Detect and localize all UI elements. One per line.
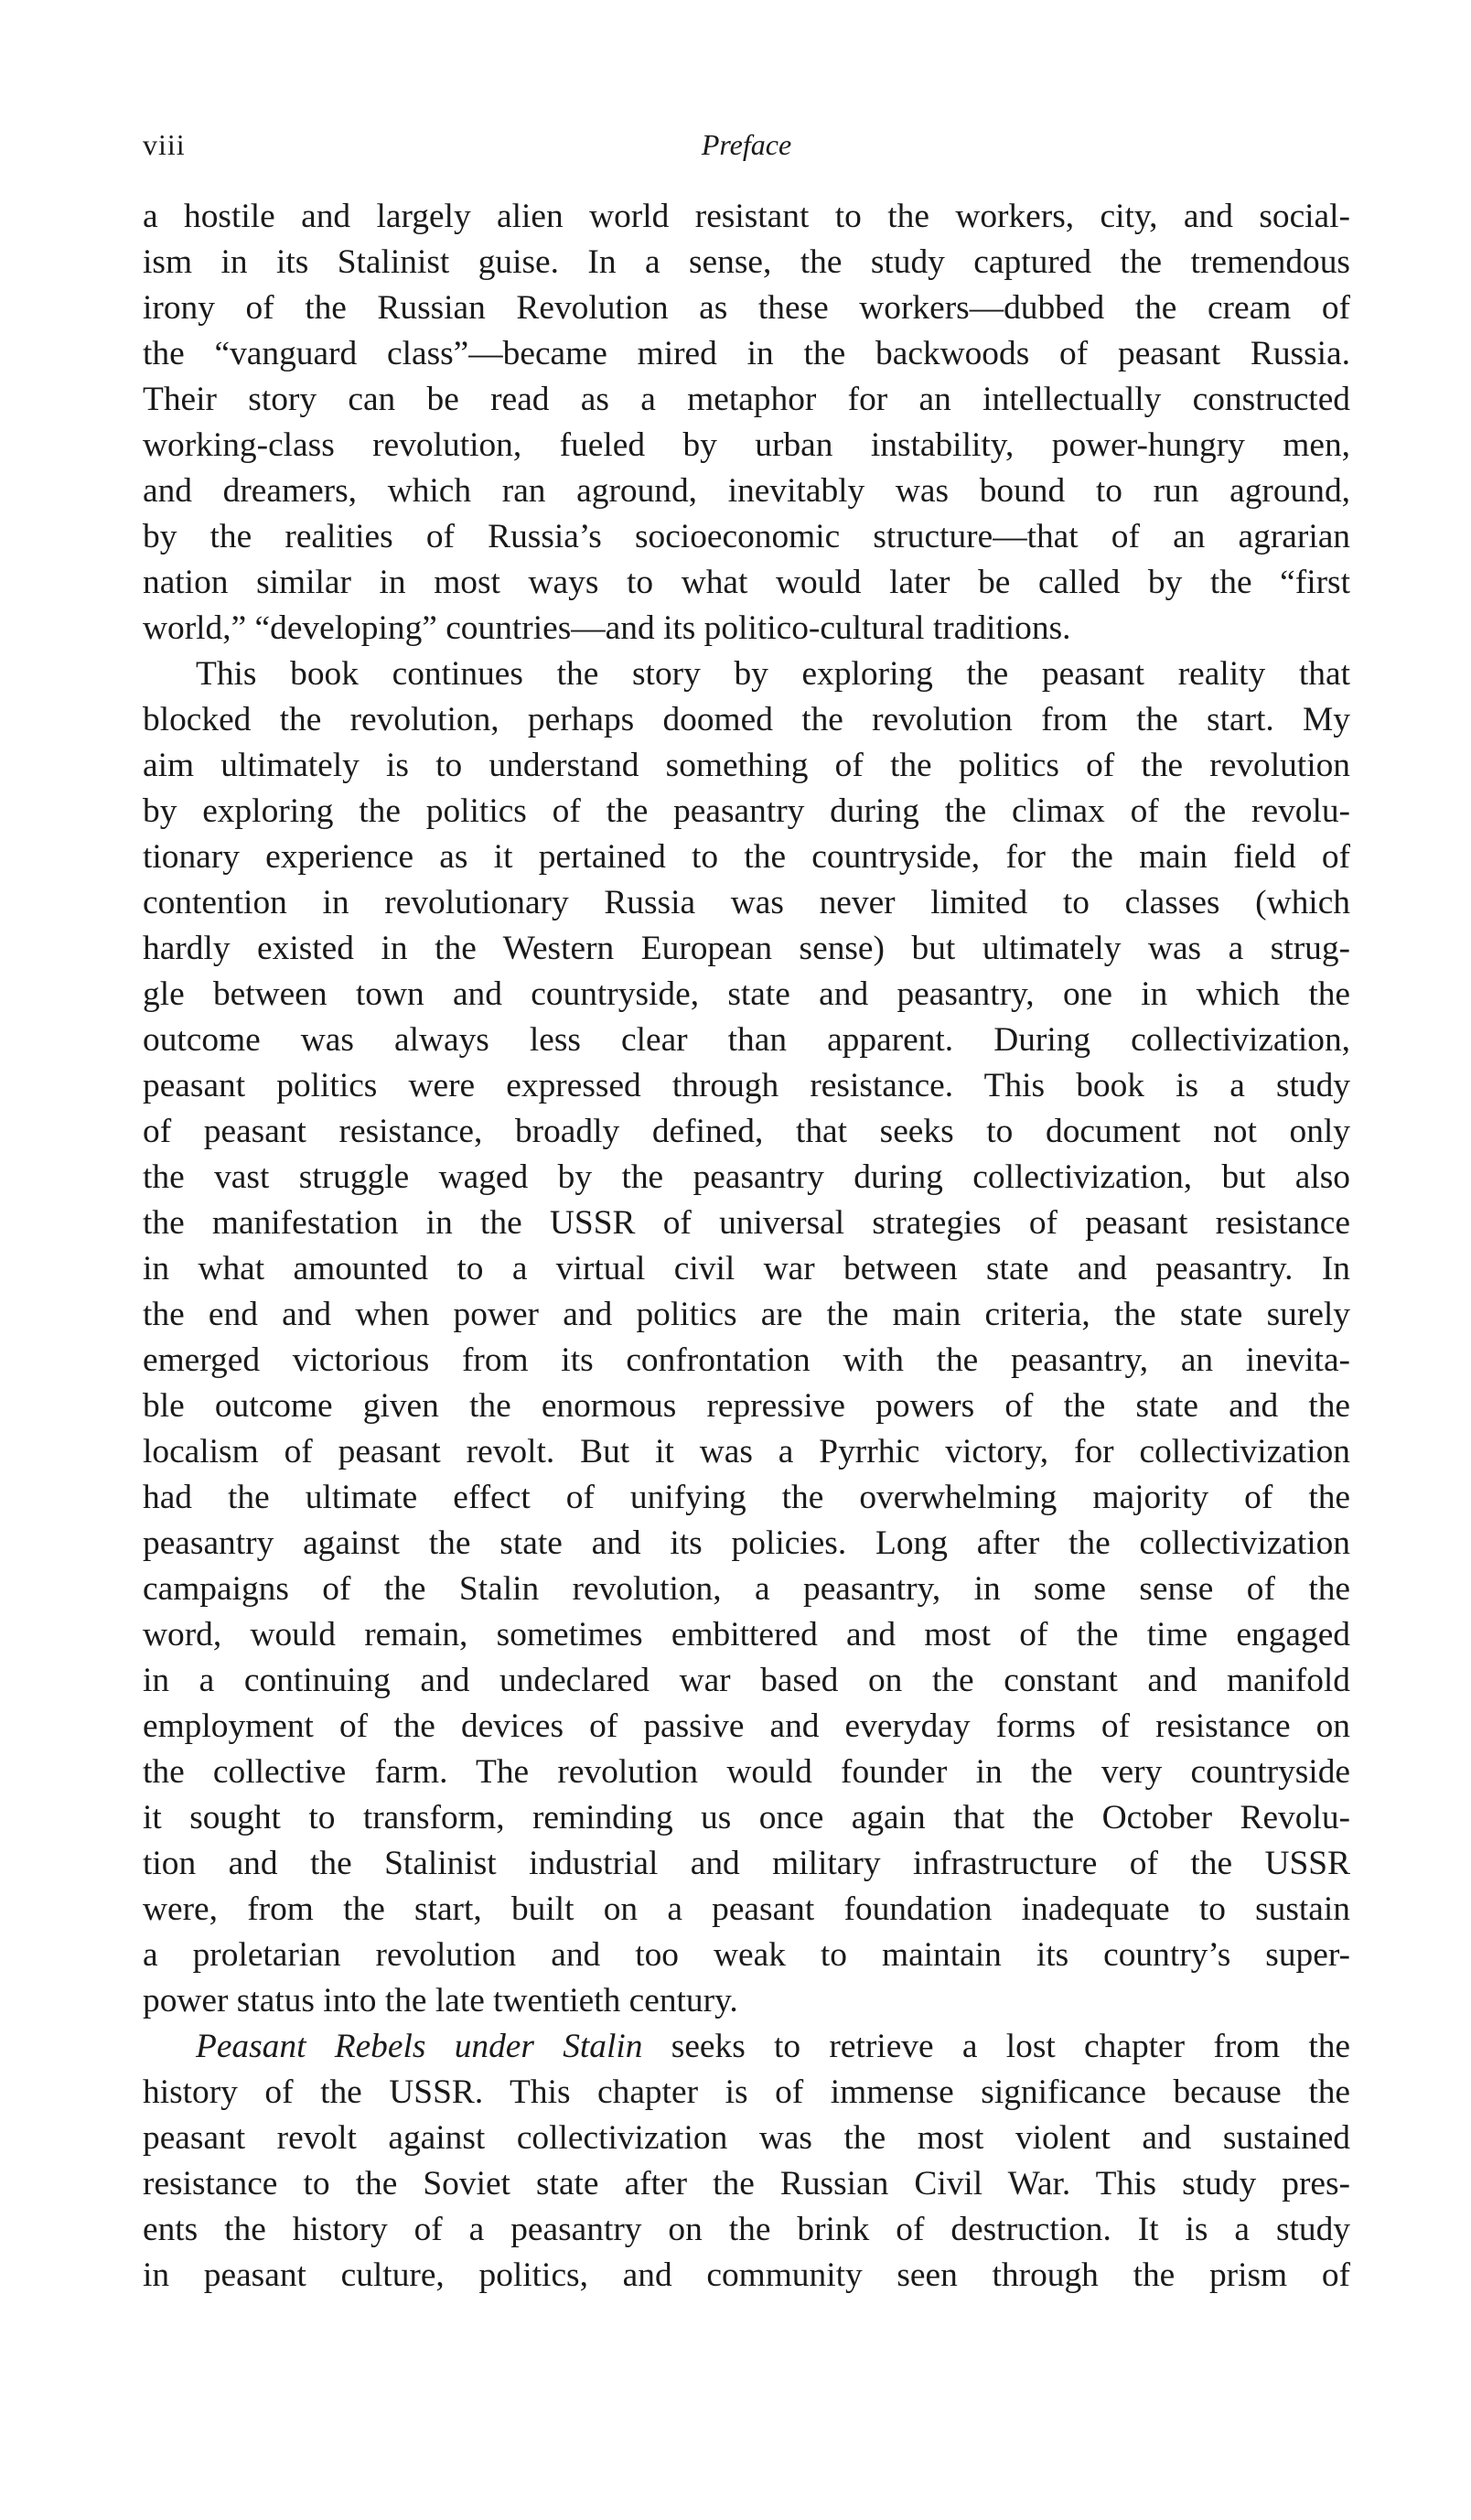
book-page bbox=[143, 128, 1350, 2299]
text-line: ble outcome given the enormous repressive powers of the state and the bbox=[143, 1387, 1350, 1425]
text-line: of peasant resistance, broadly defined, that seeks to document not only bbox=[143, 1113, 1350, 1150]
text-line: a proletarian revolution and too weak to maintain its country’s super- bbox=[143, 1936, 1350, 1974]
text-line: the collective farm. The revolution would founder in the very countryside bbox=[143, 1753, 1350, 1791]
text-line: word, would remain, sometimes embittered and most of the time engaged bbox=[143, 1616, 1350, 1653]
body-text bbox=[143, 194, 1350, 2299]
text-line: by exploring the politics of the peasantry during the climax of the revolu- bbox=[143, 792, 1350, 830]
text-line: and dreamers, which ran aground, inevitably was bound to run aground, bbox=[143, 472, 1350, 510]
text-line: ism in its Stalinist guise. In a sense, the study captured the tremendous bbox=[143, 243, 1350, 281]
text-line: localism of peasant revolt. But it was a Pyrrhic victory, for collectivization bbox=[143, 1433, 1350, 1470]
text-line: peasant politics were expressed through resistance. This book is a study bbox=[143, 1067, 1350, 1104]
text-line: peasantry against the state and its policies. Long after the collectivization bbox=[143, 1524, 1350, 1562]
text-line: nation similar in most ways to what would later be called by the “first bbox=[143, 564, 1350, 601]
text-line: tion and the Stalinist industrial and military infrastructure of the USSR bbox=[143, 1845, 1350, 1882]
text-line: Their story can be read as a metaphor for an intellectually constructed bbox=[143, 381, 1350, 418]
text-line: were, from the start, built on a peasant foundation inadequate to sustain bbox=[143, 1890, 1350, 1928]
text-line: This book continues the story by exploring the peasant reality that bbox=[196, 655, 1350, 693]
text-line: by the realities of Russia’s socioeconomic structure—that of an agrarian bbox=[143, 518, 1350, 555]
text-line: resistance to the Soviet state after the Russian Civil War. This study pres- bbox=[143, 2165, 1350, 2202]
text-line: irony of the Russian Revolution as these workers—dubbed the cream of bbox=[143, 289, 1350, 327]
text-line: the “vanguard class”—became mired in the backwoods of peasant Russia. bbox=[143, 335, 1350, 372]
text-line: peasant revolt against collectivization was the most violent and sustained bbox=[143, 2119, 1350, 2157]
running-title: Preface bbox=[701, 128, 792, 161]
text-line: contention in revolutionary Russia was never limited to classes (which bbox=[143, 884, 1350, 921]
text-line: in peasant culture, politics, and community seen through the prism of bbox=[143, 2256, 1350, 2294]
text-line: ents the history of a peasantry on the brink of destruction. It is a study bbox=[143, 2211, 1350, 2248]
text-line: the end and when power and politics are the main criteria, the state surely bbox=[143, 1296, 1350, 1333]
text-line: blocked the revolution, perhaps doomed the revolution from the start. My bbox=[143, 701, 1350, 738]
text-line: the vast struggle waged by the peasantry during collectivization, but also bbox=[143, 1158, 1350, 1196]
text-line: in what amounted to a virtual civil war between state and peasantry. In bbox=[143, 1250, 1350, 1287]
text-line: history of the USSR. This chapter is of immense significance because the bbox=[143, 2073, 1350, 2111]
book-title: Peasant Rebels under Stalin bbox=[196, 2028, 643, 2065]
text-line: tionary experience as it pertained to the countryside, for the main field of bbox=[143, 838, 1350, 876]
text-line: gle between town and countryside, state and peasantry, one in which the bbox=[143, 975, 1350, 1013]
text-line: had the ultimate effect of unifying the overwhelming majority of the bbox=[143, 1479, 1350, 1516]
text-line: world,” “developing” countries—and its politico-cultural traditions. bbox=[143, 609, 1071, 647]
text-line-rest: seeks to retrieve a lost chapter from the bbox=[642, 2028, 1350, 2065]
text-line: the manifestation in the USSR of universal strategies of peasant resistance bbox=[143, 1204, 1350, 1242]
text-line: campaigns of the Stalin revolution, a peasantry, in some sense of the bbox=[143, 1570, 1350, 1608]
text-line: it sought to transform, reminding us once again that the October Revolu- bbox=[143, 1799, 1350, 1836]
running-head bbox=[143, 128, 1350, 183]
text-line: a hostile and largely alien world resistant to the workers, city, and social- bbox=[143, 198, 1350, 235]
text-line: working-class revolution, fueled by urban instability, power-hungry men, bbox=[143, 426, 1350, 464]
page-number: viii bbox=[143, 128, 186, 161]
text-line: aim ultimately is to understand something of the politics of the revolution bbox=[143, 747, 1350, 784]
text-line: emerged victorious from its confrontation with the peasantry, an inevita- bbox=[143, 1341, 1350, 1379]
text-line: power status into the late twentieth century. bbox=[143, 1982, 738, 2019]
text-line: outcome was always less clear than apparent. During collectivization, bbox=[143, 1021, 1350, 1059]
text-line: hardly existed in the Western European sense) but ultimately was a strug- bbox=[143, 930, 1350, 967]
text-line: employment of the devices of passive and everyday forms of resistance on bbox=[143, 1707, 1350, 1745]
text-line: in a continuing and undeclared war based on the constant and manifold bbox=[143, 1662, 1350, 1699]
text-line bbox=[143, 2024, 1350, 2070]
